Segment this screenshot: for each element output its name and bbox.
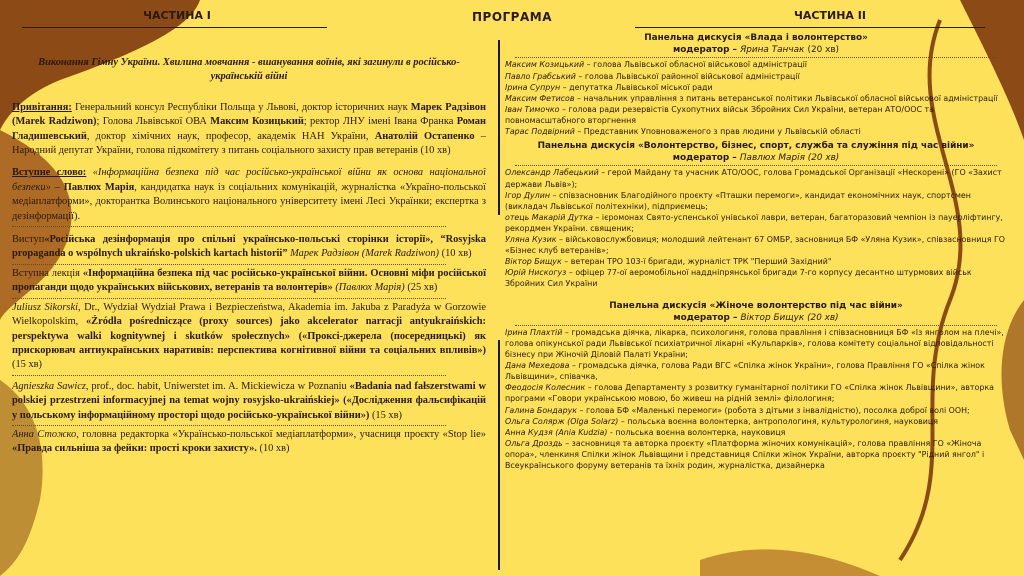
speaker-name: (Павлюх Марія) xyxy=(335,282,405,294)
participant-name: Анна Кудзя (Ania Kudzia) xyxy=(505,427,608,437)
participant-item xyxy=(505,256,1007,267)
greetings-block xyxy=(12,101,486,159)
greetings-label: Привітання: xyxy=(12,101,72,113)
separator xyxy=(515,325,997,326)
panel-title: Панельна дискусія «Жіноче волонтерство під час війни» xyxy=(609,300,903,311)
participant-item xyxy=(505,234,1007,256)
participant-item xyxy=(505,167,1007,189)
separator xyxy=(515,57,997,58)
speaker-name: Марек Радзівон (Marek Radziwon) xyxy=(12,101,486,128)
participant-role: – співзасновник Благодійного проєкту «Пташки перемоги», кандидат економічних наук, спортсмен (викладач Львівської політехніки), підприємець; xyxy=(505,190,971,211)
talk-title: «Правда сильніша за фейки: прості кроки захисту». xyxy=(12,443,257,455)
separator xyxy=(12,226,446,227)
program-title: ПРОГРАМА xyxy=(472,10,552,24)
greetings-text: – Народний депутат України, голова підкомітету з питань соціального захисту прав ветеранів (10 хв) xyxy=(12,130,486,157)
talk-title-polish: “Rosyjska propaganda o wspólnych ukraińsko-polskich kartach historii” xyxy=(12,234,486,260)
talk-title-polish: «Źródła pośredniczące (proxy sources) jako akcelerator narracji antyukraińskich: perspektywa walki kognitywnej i skutków społecznych» xyxy=(12,316,486,342)
moderator-label: модератор xyxy=(673,312,730,323)
participant-role: – військовослужбовиця; молодший лейтенант 67 ОМБР, засновниця БФ «Уляна Кузик», співзасновниця ГО «Бізнес клуб ветеранів»; xyxy=(505,235,1006,256)
participant-item xyxy=(505,71,1007,82)
separator xyxy=(12,264,446,265)
participant-role: – депутатка Львівської міської ради xyxy=(560,82,713,92)
participant-name: Уляна Кузик xyxy=(505,235,557,245)
dash: – xyxy=(732,153,737,164)
panel-moderator xyxy=(505,152,1007,164)
speaker-name: Марек Радзівон (Marek Radziwon) xyxy=(290,248,440,260)
participant-role: – голова БФ «Маленькі перемоги» (робота з дітьми з інвалідністю), посолка доброї волі ООН; xyxy=(577,405,970,415)
participant-item xyxy=(505,126,1007,137)
panel-discussion xyxy=(505,32,1007,137)
speaker-affiliation: , prof., doc. habit, Uniwerstet im. A. Mickiewicza w Poznaniu xyxy=(85,380,347,392)
talk-title: «Інформаційна безпека під час російсько-української війни. Основні міфи російської пропаганди щодо українських військових, ветеранів та волонтерів» xyxy=(12,267,486,294)
panel-discussion xyxy=(505,300,1007,472)
talk-title-polish: «Badania nad fałszerstwami w polskiej przestrzeni informacyjnej na temat wojny rosyjsko-ukraińskiej» xyxy=(12,380,486,407)
speaker-name: Роман Гладишевський xyxy=(12,116,486,142)
speaker-affiliation: , головна редакторка «Українсько-польської медіаплатформи», учасниця проєкту «Stop lie» xyxy=(76,428,486,440)
part-one-column xyxy=(12,0,486,576)
participant-role: – польська воєнна волонтерка, антропологиня, культурологиня, науковиця xyxy=(618,416,939,426)
greetings-text: ; ректор ЛНУ імені Івана Франка xyxy=(303,116,454,128)
speaker-name: Juliusz Sikorski xyxy=(12,301,78,313)
column-divider xyxy=(498,340,500,570)
talk-title: «Російська дезінформація про спільні українсько-польські сторінки історії», xyxy=(44,234,434,246)
participant-role: – начальник управління з питань ветеранської політики Львівської обласної військової адміністрації xyxy=(574,93,998,103)
talk-prefix: Виступ xyxy=(12,234,45,246)
participant-role: – ієромонах Свято-успенської унівської лаври, ветеран, багаторазовий чемпіон із пауерліфтингу, рекордмен України. священик; xyxy=(505,212,1003,233)
participant-name: Юрій Нискогуз xyxy=(505,268,567,278)
participant-item xyxy=(505,416,1007,427)
participant-name: Феодосія Колесник xyxy=(505,383,586,393)
participant-item xyxy=(505,360,1007,382)
participant-role: – голова Львівської обласної військової адміністрації xyxy=(584,60,807,70)
participant-item xyxy=(505,190,1007,212)
header-underline xyxy=(22,27,327,28)
participant-name: отець Макарій Дутка xyxy=(505,212,593,222)
participant-role: – офіцер 77-ої аеромобільної надднiпрянської бригади 7-го корпусу десантно штурмових військ Збройних Сил України xyxy=(505,268,972,289)
speaker-name: Анна Стожко xyxy=(12,428,77,440)
participant-role: – голова Департаменту з розвитку гуманітарної політики ГО «Спілка жінок Львівщини», авторка програми «Говори українською мовою, бо живеш на рідній землі» філологиня; xyxy=(505,383,994,404)
panel-participants xyxy=(505,327,1007,471)
opening-block xyxy=(12,166,486,224)
talk-time: (15 хв) xyxy=(371,409,402,421)
participant-name: Ольга Дроздь xyxy=(505,438,563,448)
participant-role: - польська воєнна волонтерка, науковиця xyxy=(607,427,786,437)
participant-item xyxy=(505,212,1007,234)
participant-item xyxy=(505,104,1007,126)
speaker-name: Agnieszka Sawicz xyxy=(12,380,86,392)
participant-role: – голова ради резервістів Сухопутних військ Збройних Сил України, ветеран АТО/ООС та повномасштабного вторгнення xyxy=(505,104,934,125)
participant-name: Олександр Лабецький xyxy=(505,168,599,178)
panel-moderator xyxy=(505,44,1007,56)
talk-item xyxy=(12,428,486,457)
participant-item xyxy=(505,427,1007,438)
participant-name: Дана Мехедова xyxy=(505,361,570,371)
dash: – xyxy=(732,312,738,323)
separator xyxy=(12,298,446,299)
talk-time: (25 хв) xyxy=(407,282,438,294)
column-divider xyxy=(498,40,500,215)
separator xyxy=(12,425,446,426)
participant-name: Ірина Плахтій xyxy=(505,327,563,337)
panel-participants xyxy=(505,167,1007,289)
participant-item xyxy=(505,327,1007,360)
participant-name: Павло Грабський xyxy=(505,71,576,81)
moderator-label: модератор xyxy=(672,45,730,56)
talk-item xyxy=(12,380,486,423)
participant-item xyxy=(505,382,1007,404)
talk-prefix: Вступна лекція xyxy=(12,267,80,279)
participant-item xyxy=(505,405,1007,416)
separator xyxy=(515,165,997,166)
moderator-name: Віктор Бищук (20 хв) xyxy=(740,312,839,323)
participant-name: Ольга Солярж (Olga Solarz) xyxy=(505,416,619,426)
participant-name: Іван Тимочко xyxy=(505,104,560,114)
opening-label: Вступне слово: xyxy=(12,167,87,179)
talk-title: («Дослідження фальсифікацій у польському інформаційному просторі щодо російсько-української війни») xyxy=(12,395,486,421)
talk-item xyxy=(12,233,486,262)
participant-item xyxy=(505,82,1007,93)
participant-name: Галина Бондарук xyxy=(505,405,578,415)
participant-name: Максим Козицький xyxy=(505,60,585,70)
panel-participants xyxy=(505,59,1007,137)
participant-item xyxy=(505,59,1007,70)
participant-role: – герой Майдану та учасник АТО/ООС, голова Громадської Організації «Нескорені» (ГО «Захист держави Львів»); xyxy=(505,168,1002,189)
speaker-name: Павлюх Марія xyxy=(63,181,135,193)
participant-role: – Представник Уповноваженого з прав людини у Львівській області xyxy=(574,126,861,136)
part-two-header: ЧАСТИНА II xyxy=(794,9,866,22)
participant-item xyxy=(505,438,1007,471)
speaker-name: Максим Козицький xyxy=(210,116,304,128)
panel-moderator xyxy=(505,312,1007,324)
speaker-description: , кандидатка наук із соціальних комунікацій, журналістка «Україно-польської медіаплатформи», докторантка Волинського національного університету імені Лесі Українки; експертка з дезінформації). xyxy=(12,181,486,222)
speaker-affiliation: , Dr., Wydział Wydział Prawa i Bezpieczeństwa, Akademia im. Jakuba z Paradyża w Gorzowie Wielkopolskim, xyxy=(12,301,486,328)
panel-title: Панельна дискусія «Волонтерство, бізнес, спорт, служба та служіння під час війни» xyxy=(537,141,975,152)
speaker-name: Анатолій Остапенко xyxy=(374,130,475,142)
moderator-label: модератор xyxy=(672,153,730,164)
participant-name: Віктор Бищук xyxy=(505,257,562,267)
header-underline xyxy=(635,27,985,28)
part-two-column xyxy=(505,0,1007,576)
participant-role: – ветеран ТРО 103-ї бригади, журналіст ТРК "Перший Західний" xyxy=(561,257,832,267)
greetings-text: ; Голова Львівської ОВА xyxy=(96,116,207,128)
participant-name: Тарас Подвірний xyxy=(505,126,575,136)
participant-role: – голова Львівської районної військової адміністрації xyxy=(575,71,800,81)
separator xyxy=(12,375,446,376)
dash: – xyxy=(732,45,737,56)
greetings-text: , доктор хімічних наук, професор, академік НАН України, xyxy=(86,130,369,142)
panel-discussion xyxy=(505,140,1007,289)
moderator-name: Павлюх Марія (20 хв) xyxy=(739,153,840,164)
talk-item xyxy=(12,267,486,296)
participant-item xyxy=(505,93,1007,104)
talk-title: («Проксі-джерела (посередницькі) як прискорювач антиукраїнських наративів: перспектива когнітивної війни та соціальних впливів») xyxy=(12,330,486,356)
participant-name: Ірина Супрун xyxy=(505,82,561,92)
part-one-header: ЧАСТИНА I xyxy=(143,9,211,22)
moderator-name: Ярина Танчак xyxy=(740,45,805,56)
participant-item xyxy=(505,267,1007,289)
participant-name: Ігор Дулин xyxy=(505,190,550,200)
participant-role: – громадська діячка, лікарка, психологиня, голова правління і співзасновниця БФ «Із янголом на плечі», голова опікунської ради Львівської психіатричної лікарні «Кульпарків», голова комітету соціальної відповідальності бізнесу при Жіночій Діловій Палаті України; xyxy=(505,327,1004,360)
greetings-text: Генеральний консул Республіки Польща у Львові, доктор історичних наук xyxy=(74,101,408,113)
participant-name: Максим Фетисов xyxy=(505,93,575,103)
opening-topic: «Інформаційна безпека під час російсько-української війни як основа національної безпеки» xyxy=(12,167,486,193)
talk-time: (10 хв) xyxy=(441,248,472,260)
talk-item xyxy=(12,301,486,373)
panel-title: Панельна дискусія «Влада і волонтерство» xyxy=(644,33,868,43)
dash: – xyxy=(54,181,60,193)
participant-role: – громадська діячка, голова Ради ВГС «Спілка жінок України», голова Правління ГО «Спілка жінок Львівщини», співачка, xyxy=(505,361,985,382)
talk-time: (15 хв) xyxy=(12,359,43,371)
anthem-intro: Виконання Гімну України. Хвилина мовчання - вшанування воїнів, які загинули в російсько-українській війні xyxy=(38,57,460,83)
moderator-time: (20 хв) xyxy=(807,45,840,56)
participant-role: – засновниця та авторка проєкту «Платформа жіночих комунікацій», голова правління ГО «Жіноча опора», членкиня Спілки жінок Львівщини і представниця Спілки жінок України, авторка проєкту "Рідний янгол" і Всеукраїнського форуму ветеранів та їхніх родин, журналістка, дизайнерка xyxy=(505,438,985,471)
talk-time: (10 хв) xyxy=(259,443,290,455)
